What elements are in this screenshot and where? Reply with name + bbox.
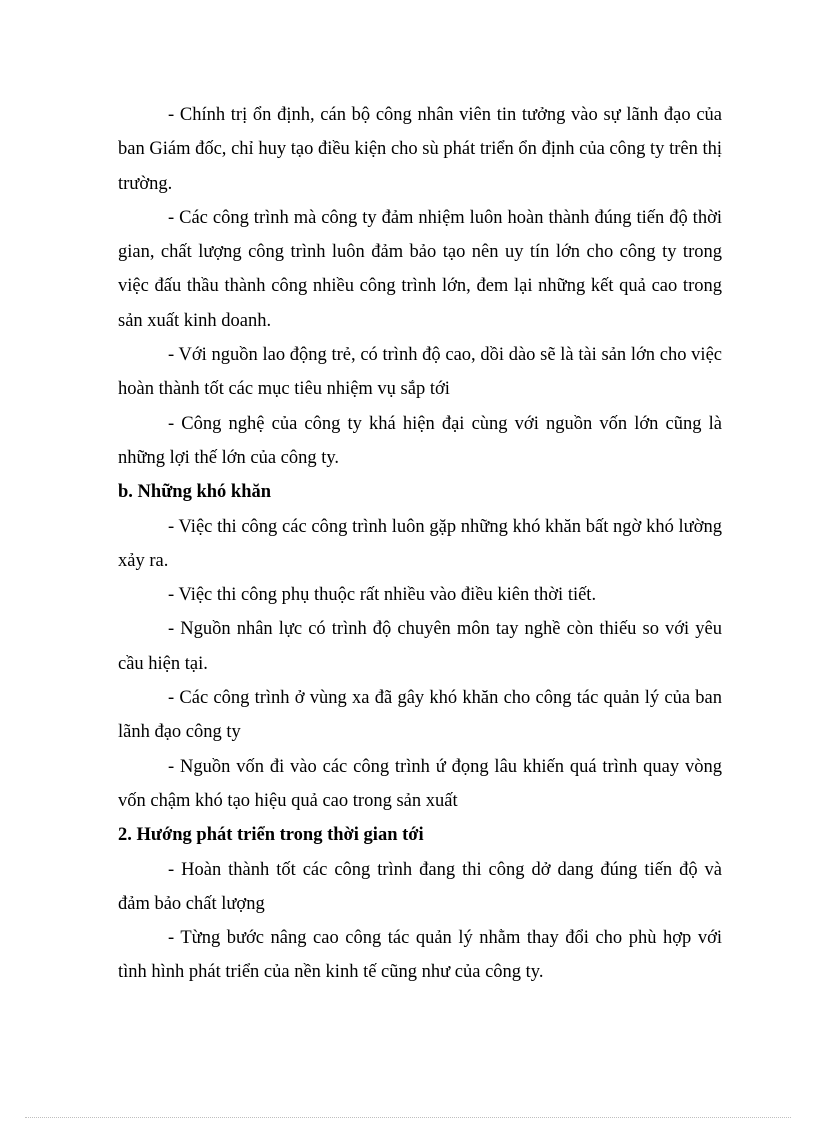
paragraph-modern-technology: - Công nghệ của công ty khá hiện đại cùng với nguồn vốn lớn cũng là những lợi thế lớn của công ty. xyxy=(118,413,722,468)
paragraph-capital-stagnation: - Nguồn vốn đi vào các công trình ứ đọng lâu khiến quá trình quay vòng vốn chậm khó tạo hiệu quả cao trong sản xuất xyxy=(118,756,722,811)
paragraph-remote-sites: - Các công trình ở vùng xa đã gây khó khăn cho công tác quản lý của ban lãnh đạo công ty xyxy=(118,688,722,743)
paragraph-unexpected-difficulties: - Việc thi công các công trình luôn gặp những khó khăn bất ngờ khó lường xảy ra. xyxy=(118,516,722,571)
paragraph-project-completion: - Các công trình mà công ty đảm nhiệm luôn hoàn thành đúng tiến độ thời gian, chất lượng công trình luôn đảm bảo tạo nên uy tín lớn cho công ty trong việc đấu thầu thành công nhiều công trình lớn, đem lại những kết quả cao trong sản xuất kinh doanh. xyxy=(118,207,722,331)
paragraph-skill-shortage: - Nguồn nhân lực có trình độ chuyên môn tay nghề còn thiếu so với yêu cầu hiện tại. xyxy=(118,619,722,674)
paragraph-weather-dependence: - Việc thi công phụ thuộc rất nhiều vào điều kiên thời tiết. xyxy=(168,585,597,606)
paragraph-political-stability: - Chính trị ổn định, cán bộ công nhân viên tin tưởng vào sự lãnh đạo của ban Giám đốc, chỉ huy tạo điều kiện cho sù phát triển ổn định của công ty trên thị trường. xyxy=(118,105,722,194)
heading-development-direction: 2. Hướng phát triển trong thời gian tới xyxy=(118,825,424,846)
footer-divider xyxy=(25,1117,791,1118)
paragraph-improve-management: - Từng bước nâng cao công tác quản lý nhằm thay đổi cho phù hợp với tình hình phát triển của nền kinh tế cũng như của công ty. xyxy=(118,928,722,983)
paragraph-young-workforce: - Với nguồn lao động trẻ, có trình độ cao, dồi dào sẽ là tài sản lớn cho việc hoàn thành tốt các mục tiêu nhiệm vụ sắp tới xyxy=(118,345,722,400)
paragraph-complete-ongoing-projects: - Hoàn thành tốt các công trình đang thi công dở dang đúng tiến độ và đảm bảo chất lượng xyxy=(118,859,722,914)
document-body xyxy=(118,98,722,990)
heading-difficulties: b. Những khó khăn xyxy=(118,482,272,503)
